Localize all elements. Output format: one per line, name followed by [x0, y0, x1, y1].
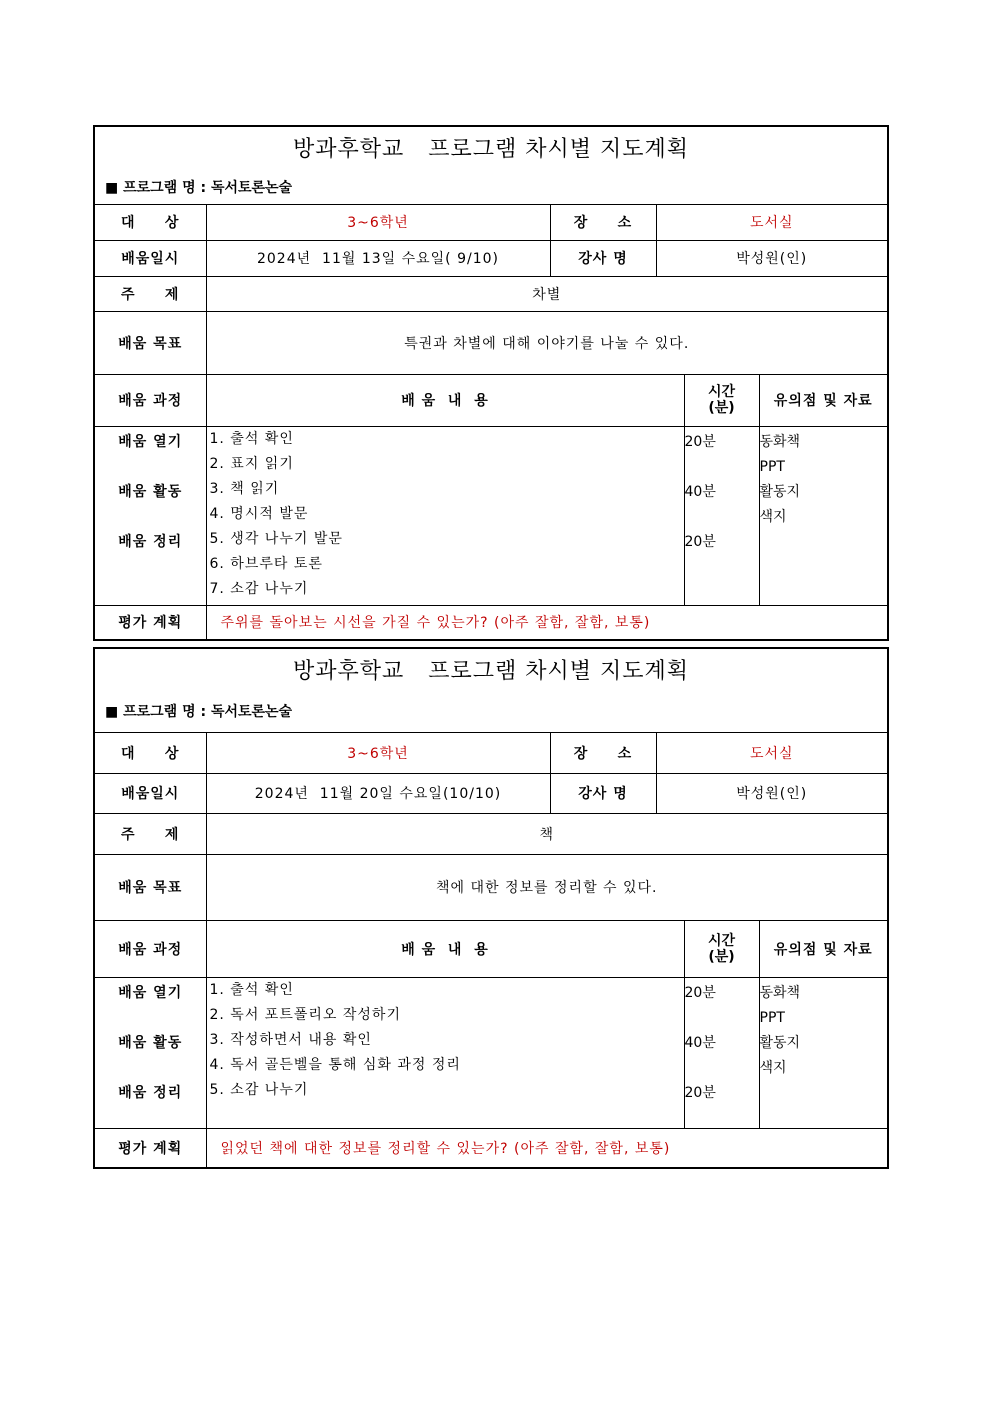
content-list: [206, 426, 684, 605]
target-row: [95, 205, 887, 240]
list-item: 2. 독서 포트폴리오 작성하기: [209, 1006, 401, 1023]
goal-label: 배움 목표: [95, 311, 206, 374]
content-header: 배 움 내 용: [206, 374, 684, 426]
material-item: PPT: [759, 458, 785, 475]
eval-label: 평가 계획: [95, 1128, 206, 1167]
teacher-value: 박성원(인): [656, 773, 887, 813]
material-item: 활동지: [759, 1034, 801, 1051]
time-column: [684, 977, 759, 1128]
eval-value: 주위를 돌아보는 시선을 가질 수 있는가? (아주 잘함, 잘함, 보통): [206, 605, 887, 639]
target-label: 대 상: [95, 205, 206, 240]
eval-label: 평가 계획: [95, 605, 206, 639]
process-header-row: [95, 920, 887, 977]
time-header-top: 시간: [707, 384, 736, 400]
lesson-plan-2: [93, 647, 889, 1169]
plan-title: 방과후학교 프로그램 차시별 지도계획: [293, 659, 689, 684]
eval-row: [95, 605, 887, 639]
time-header: [684, 374, 759, 426]
place-label: 장 소: [550, 733, 656, 773]
time-header-bottom: (분): [708, 400, 735, 416]
list-item: 4. 독서 골든벨을 통해 심화 과정 정리: [209, 1056, 461, 1073]
plan-table: [95, 205, 887, 639]
date-row: [95, 773, 887, 813]
plan-header: [95, 649, 887, 733]
stage-column: [95, 426, 206, 605]
topic-row: [95, 813, 887, 854]
list-item: 7. 소감 나누기: [209, 580, 309, 597]
list-item: 1. 출석 확인: [209, 430, 294, 447]
time-header-top: 시간: [707, 932, 736, 949]
target-value: 3~6학년: [206, 733, 550, 773]
topic-label: 주 제: [95, 276, 206, 311]
time-open: 20분: [684, 433, 716, 450]
material-item: PPT: [759, 1009, 785, 1026]
list-item: 3. 책 읽기: [209, 480, 280, 497]
list-item: 4. 명시적 발문: [209, 505, 309, 522]
date-value: 2024년 11월 20일 수요일(10/10): [206, 773, 550, 813]
list-item: 5. 소감 나누기: [209, 1081, 309, 1098]
list-item: 5. 생각 나누기 발문: [209, 530, 343, 547]
goal-label: 배움 목표: [95, 854, 206, 920]
plan-table: [95, 733, 887, 1167]
eval-row: [95, 1128, 887, 1167]
topic-value: 책: [206, 813, 887, 854]
lesson-plan-1: [93, 125, 889, 641]
list-item: 1. 출석 확인: [209, 981, 294, 998]
topic-value: 차별: [206, 276, 887, 311]
plan-header: [95, 127, 887, 205]
place-value: 도서실: [656, 205, 887, 240]
stage-open: 배움 열기: [118, 433, 183, 450]
material-item: 동화책: [759, 433, 801, 450]
stage-close: 배움 정리: [118, 1084, 183, 1101]
target-label: 대 상: [95, 733, 206, 773]
stage-activity: 배움 활동: [118, 1034, 183, 1051]
list-item: 3. 작성하면서 내용 확인: [209, 1031, 372, 1048]
place-value: 도서실: [656, 733, 887, 773]
materials-column: [759, 426, 887, 605]
materials-header: 유의점 및 자료: [759, 920, 887, 977]
teacher-label: 강사 명: [550, 773, 656, 813]
goal-value: 특권과 차별에 대해 이야기를 나눌 수 있다.: [206, 311, 887, 374]
place-label: 장 소: [550, 205, 656, 240]
content-header: 배 움 내 용: [206, 920, 684, 977]
teacher-label: 강사 명: [550, 240, 656, 276]
materials-column: [759, 977, 887, 1128]
process-label: 배움 과정: [95, 920, 206, 977]
process-body-row: [95, 977, 887, 1128]
time-activity: 40분: [684, 1034, 716, 1051]
content-list: [206, 977, 684, 1128]
stage-open: 배움 열기: [118, 984, 183, 1001]
time-header: [684, 920, 759, 977]
material-item: 색지: [759, 508, 787, 525]
target-row: [95, 733, 887, 773]
time-close: 20분: [684, 1084, 716, 1101]
stage-close: 배움 정리: [118, 533, 183, 550]
time-open: 20분: [684, 984, 716, 1001]
list-item: 2. 표지 읽기: [209, 455, 294, 472]
time-column: [684, 426, 759, 605]
topic-label: 주 제: [95, 813, 206, 854]
stage-column: [95, 977, 206, 1128]
goal-row: [95, 854, 887, 920]
stage-activity: 배움 활동: [118, 483, 183, 500]
material-item: 색지: [759, 1059, 787, 1076]
plan-title: 방과후학교 프로그램 차시별 지도계획: [293, 137, 689, 162]
material-item: 활동지: [759, 483, 801, 500]
target-value: 3~6학년: [206, 205, 550, 240]
list-item: 6. 하브루타 토론: [209, 555, 323, 572]
process-body-row: [95, 426, 887, 605]
material-item: 동화책: [759, 984, 801, 1001]
date-label: 배움일시: [95, 240, 206, 276]
date-label: 배움일시: [95, 773, 206, 813]
program-name: ■ 프로그램 명 : 독서토론논술: [105, 704, 293, 720]
time-header-bottom: (분): [708, 948, 735, 965]
goal-row: [95, 311, 887, 374]
time-activity: 40분: [684, 483, 716, 500]
goal-value: 책에 대한 정보를 정리할 수 있다.: [206, 854, 887, 920]
teacher-value: 박성원(인): [656, 240, 887, 276]
materials-header: 유의점 및 자료: [759, 374, 887, 426]
process-header-row: [95, 374, 887, 426]
program-name: ■ 프로그램 명 : 독서토론논술: [105, 180, 293, 196]
eval-value: 읽었던 책에 대한 정보를 정리할 수 있는가? (아주 잘함, 잘함, 보통): [206, 1128, 887, 1167]
date-row: [95, 240, 887, 276]
date-value: 2024년 11월 13일 수요일( 9/10): [206, 240, 550, 276]
topic-row: [95, 276, 887, 311]
time-close: 20분: [684, 533, 716, 550]
process-label: 배움 과정: [95, 374, 206, 426]
